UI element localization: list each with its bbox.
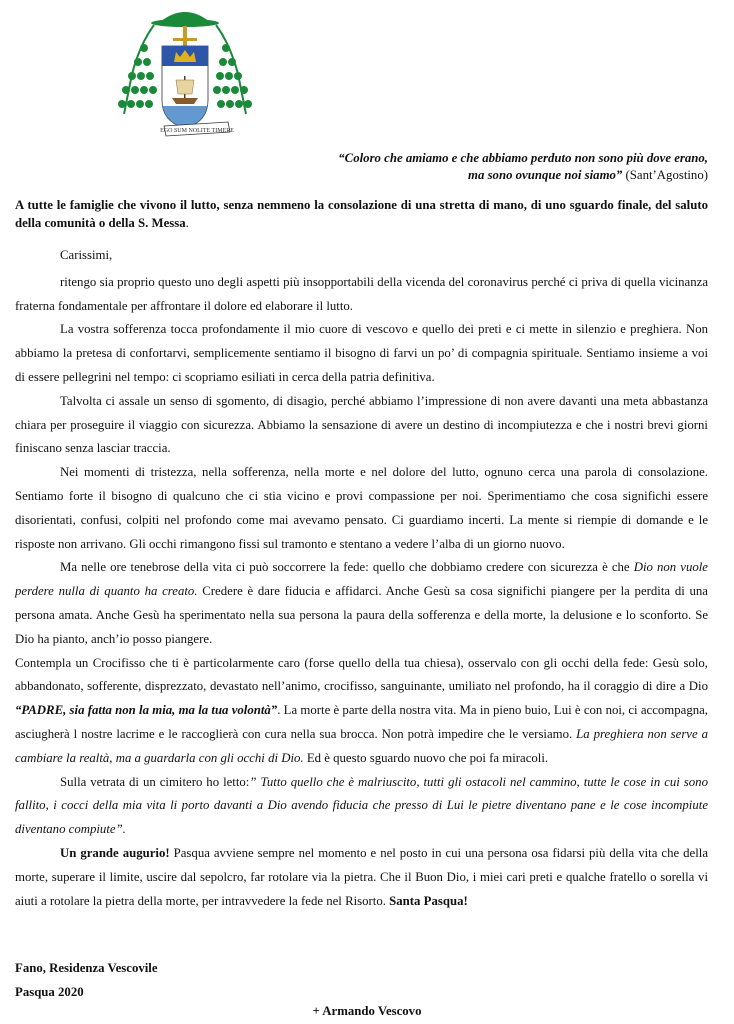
paragraph-3: Talvolta ci assale un senso di sgomento, di disagio, perché abbiamo l’impressione di non avere davanti una meta abbastanza chiara per proseguire il viaggio con sicurezza. Abbiamo la sensazione di avere un destino di incompiutezza e che i nostri brevi giorni finiscano senza lasciar traccia. — [15, 393, 708, 456]
paragraph-8: Un grande augurio! Pasqua avviene sempre nel momento e nel posto in cui una persona osa fidarsi più della vita che della morte, superare il limite, uscire dal sepolcro, far rotolare via la pietra. Che il Buon Dio, i miei cari preti e qualche fratello o sorella vi aiuti a rotolare la pietra della morte, per intravvedere la fede nel Risorto. Santa Pasqua! — [15, 845, 709, 908]
greeting: Carissimi, — [60, 248, 113, 262]
paragraph-7: Sulla vetrata di un cimitero ho letto:” Tutto quello che è malriuscito, tutti gli ostacoli nel cammino, tutte le cose in cui sono fallito, i cocci della mia vita li porto davanti a Dio avendo fiducia che presso di Lui le pietre diventano pane e le cose incompiute diventano compiute”. — [15, 774, 708, 837]
dedication: A tutte le famiglie che vivono il lutto, senza nemmeno la consolazione di una stretta di mano, di uno sguardo finale, del saluto della comunità o della S. Messa. — [15, 198, 708, 230]
quote-author: (Sant’Agostino) — [625, 168, 708, 182]
paragraph-6: Contempla un Crocifisso che ti è particolarmente caro (forse quello della tua chiesa), osservalo con gli occhi della fede: Gesù solo, abbandonato, sofferente, disprezzato, devastato nell’animo, crocifisso, sanguinante, umiliato nel profondo, ha il coraggio di dire a Dio “PADRE, sia fatta non la mia, ma la tua volontà”. La morte è parte della nostra vita. Ma in pieno buio, Lui è con noi, ci accompagna, asciugherà l nostre lacrime e le raccoglierà con cura nella sua brocca. Non potrà impedire che le versiamo. La preghiera non serve a cambiare la realtà, ma a guardarla con gli occhi di Dio. Ed è questo sguardo nuovo che poi fa miracoli. — [15, 655, 709, 765]
paragraph-2: La vostra sofferenza tocca profondamente il mio cuore di vescovo e quello dei preti e ci mette in silenzio e preghiera. Non abbiamo la pretesa di confortarvi, semplicemente sentiamo il bisogno di farvi un po’ di compagnia spirituale. Sentiamo insieme a voi di essere pellegrini nel tempo: ci scopriamo esiliati in cerca della patria definitiva. — [15, 322, 708, 384]
signature: + Armando Vescovo — [312, 1004, 422, 1018]
letter-body — [15, 244, 708, 913]
paragraph-1: ritengo sia proprio questo uno degli aspetti più insopportabili della vicenda del coronavirus perché ci priva di quella vicinanza fraterna fondamentale per affrontare il dolore ed elaborare il lutto. — [15, 274, 708, 313]
closing-block — [15, 957, 158, 1004]
quote-line-1: “Coloro che amiamo e che abbiamo perduto non sono più dove erano, — [338, 151, 708, 165]
paragraph-5: Ma nelle ore tenebrose della vita ci può soccorrere la fede: quello che dobbiamo credere con sicurezza è che Dio non vuole perdere nulla di quanto ha creato. Credere è dare fiducia e affidarci. Anche Gesù sa cosa significhi piangere per la perdita di una persona amata. Anche Gesù ha sperimentato nella sua persona la paura della sofferenza e della morte, la delusione e lo sconforto. Se Dio ha pianto, anch’io posso piangere. — [15, 560, 708, 646]
motto-text: EGO SUM NOLITE TIMERE — [160, 128, 234, 134]
paragraph-4: Nei momenti di tristezza, nella sofferenza, nella morte e nel dolore del lutto, ognuno cerca una parola di consolazione. Sentiamo forte il bisogno di qualcuno che ci stia vicino e provi compassione per noi. Sperimentiamo che cosa significhi essere disorientati, confusi, colpiti nel profondo come mai avevamo pensato. Ci guardiamo incerti. La mente si riempie di domande e le risposte non arrivano. Gli occhi rimangono fissi sul tramonto e stentano a vedere l’alba di un giorno nuovo. — [15, 465, 708, 551]
quote-line-2: ma sono ovunque noi siamo” — [468, 168, 623, 182]
coat-of-arms-image — [110, 4, 260, 144]
closing-place: Fano, Residenza Vescovile — [15, 961, 158, 975]
dedication-text: A tutte le famiglie che vivono il lutto, senza nemmeno la consolazione di una stretta di mano, di uno sguardo finale, del saluto della comunità o della S. Messa — [15, 198, 708, 230]
closing-date: Pasqua 2020 — [15, 984, 84, 999]
epigraph-quote — [188, 150, 708, 184]
